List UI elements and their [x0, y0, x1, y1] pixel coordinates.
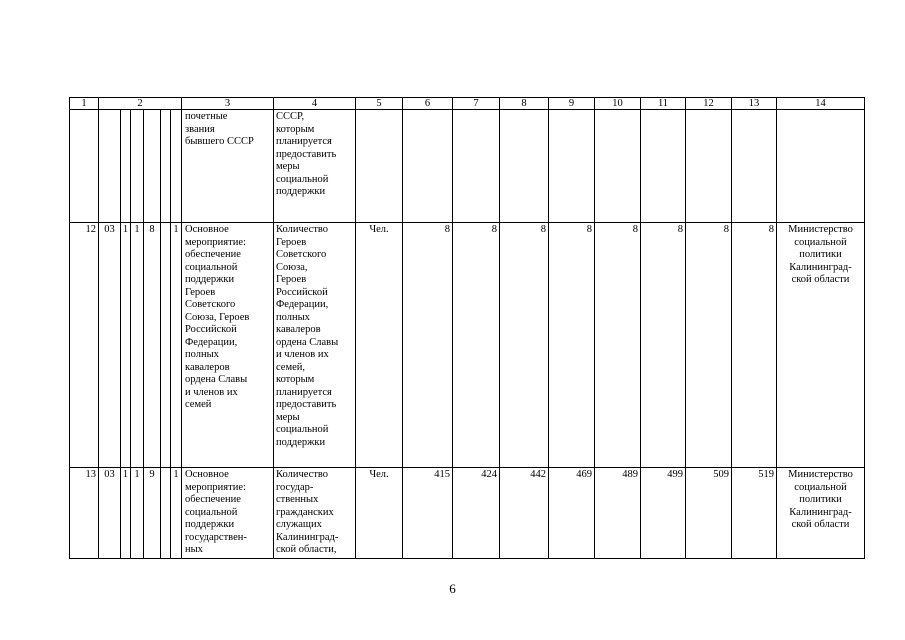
year-value-cell: 8	[549, 223, 595, 468]
program-code-cell: 1	[121, 223, 131, 468]
program-code-cell	[144, 110, 161, 223]
year-value-cell: 489	[595, 468, 641, 559]
header-row	[70, 98, 865, 110]
page-number: 6	[449, 581, 456, 596]
header-cell: 1	[70, 98, 99, 110]
header-cell: 12	[686, 98, 732, 110]
responsible-executor-cell: Министерство социальной политики Калининград- ской области	[777, 223, 865, 468]
unit-cell: Чел.	[356, 223, 403, 468]
indicator-name-cell: Количество Героев Советского Союза, Героев Российской Федерации, полных кавалеров ордена Славы и членов их семей, которым планируется предоставить меры социальной поддержки	[274, 223, 356, 468]
year-value-cell: 8	[453, 223, 500, 468]
header-cell: 10	[595, 98, 641, 110]
program-code-cell: 1	[131, 468, 144, 559]
indicator-name-cell: СССР, которым планируется предоставить меры социальной поддержки	[274, 110, 356, 223]
program-code-cell: 8	[144, 223, 161, 468]
program-code-cell: 1	[171, 468, 182, 559]
year-value-cell	[403, 110, 453, 223]
program-code-cell	[99, 110, 121, 223]
row-number-cell	[70, 110, 99, 223]
header-cell: 9	[549, 98, 595, 110]
year-value-cell: 8	[500, 223, 549, 468]
header-cell: 14	[777, 98, 865, 110]
table-row	[70, 468, 865, 559]
year-value-cell	[453, 110, 500, 223]
row-number-cell: 12	[70, 223, 99, 468]
row-number-cell: 13	[70, 468, 99, 559]
year-value-cell: 8	[686, 223, 732, 468]
program-code-cell	[121, 110, 131, 223]
year-value-cell: 8	[595, 223, 641, 468]
program-code-cell	[171, 110, 182, 223]
program-code-cell: 03	[99, 223, 121, 468]
header-cell: 13	[732, 98, 777, 110]
program-code-cell: 1	[121, 468, 131, 559]
year-value-cell	[732, 110, 777, 223]
year-value-cell: 499	[641, 468, 686, 559]
indicator-name-cell: Количество государ- ственных гражданских служащих Калининград- ской области,	[274, 468, 356, 559]
program-code-cell	[131, 110, 144, 223]
header-cell: 6	[403, 98, 453, 110]
year-value-cell: 424	[453, 468, 500, 559]
table-row	[70, 223, 865, 468]
program-code-cell: 1	[131, 223, 144, 468]
year-value-cell: 8	[732, 223, 777, 468]
responsible-executor-cell: Министерство социальной политики Калининград- ской области	[777, 468, 865, 559]
event-name-cell: Основное мероприятие: обеспечение социальной поддержки Героев Советского Союза, Героев Российской Федерации, полных кавалеров ордена Славы и членов их семей	[182, 223, 274, 468]
program-indicators-table	[69, 97, 865, 559]
unit-cell: Чел.	[356, 468, 403, 559]
year-value-cell	[500, 110, 549, 223]
header-cell: 3	[182, 98, 274, 110]
program-code-cell: 1	[171, 223, 182, 468]
year-value-cell: 519	[732, 468, 777, 559]
year-value-cell: 469	[549, 468, 595, 559]
responsible-executor-cell	[777, 110, 865, 223]
year-value-cell	[641, 110, 686, 223]
header-cell: 4	[274, 98, 356, 110]
header-cell: 2	[99, 98, 182, 110]
header-cell: 11	[641, 98, 686, 110]
event-name-cell: почетные звания бывшего СССР	[182, 110, 274, 223]
header-cell: 5	[356, 98, 403, 110]
year-value-cell: 8	[641, 223, 686, 468]
year-value-cell: 509	[686, 468, 732, 559]
program-code-cell: 9	[144, 468, 161, 559]
year-value-cell: 8	[403, 223, 453, 468]
table-body	[70, 98, 865, 559]
header-cell: 7	[453, 98, 500, 110]
year-value-cell: 415	[403, 468, 453, 559]
program-code-cell	[161, 110, 171, 223]
year-value-cell	[595, 110, 641, 223]
program-code-cell: 03	[99, 468, 121, 559]
table-row	[70, 110, 865, 223]
year-value-cell	[549, 110, 595, 223]
program-code-cell	[161, 223, 171, 468]
event-name-cell: Основное мероприятие: обеспечение социальной поддержки государствен- ных	[182, 468, 274, 559]
year-value-cell: 442	[500, 468, 549, 559]
program-code-cell	[161, 468, 171, 559]
header-cell: 8	[500, 98, 549, 110]
year-value-cell	[686, 110, 732, 223]
unit-cell	[356, 110, 403, 223]
